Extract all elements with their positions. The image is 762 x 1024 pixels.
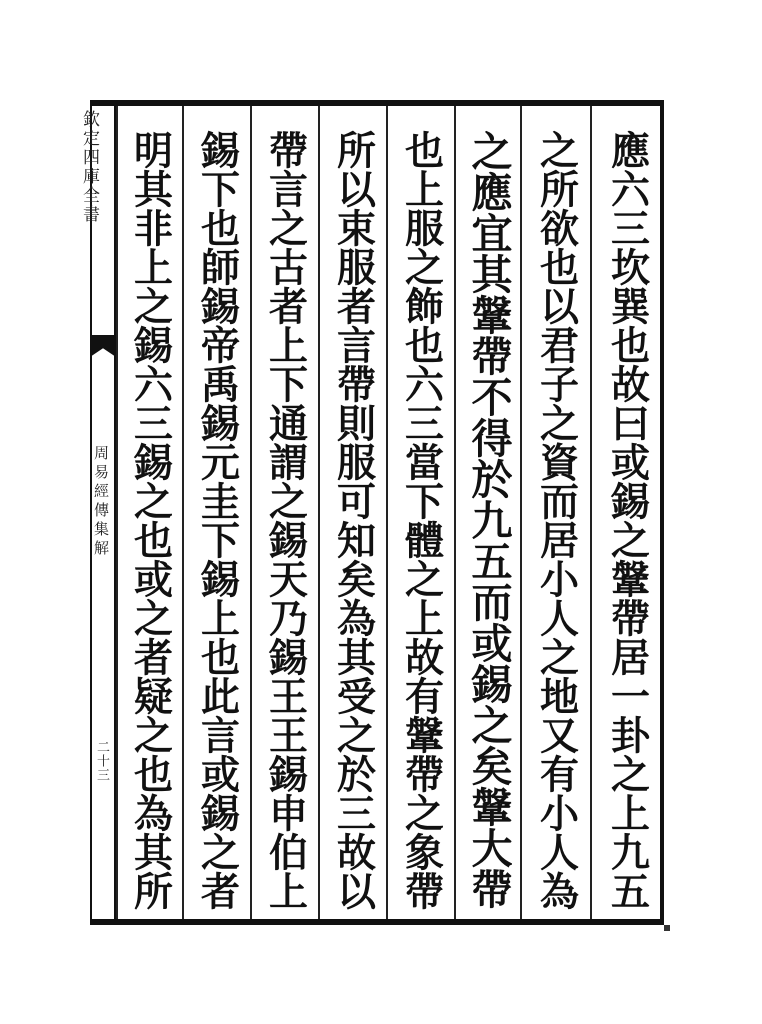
column-text: 之應宜其鞶帶不得於九五而或錫之矣鞶大帶	[464, 130, 513, 909]
column-text: 錫下也師錫帝禹錫元圭下錫上也此言或錫之者	[194, 130, 241, 910]
scan-mark	[664, 925, 670, 931]
text-column-5	[318, 106, 386, 919]
column-text: 應六三坎巽也故曰或錫之鞶帶居一卦之上九五	[604, 130, 651, 910]
column-text: 也上服之飾也六三當下體之上故有鞶帶之象帶	[398, 130, 445, 910]
text-column-4	[386, 106, 454, 919]
text-column-6	[250, 106, 318, 919]
text-column-3	[454, 106, 520, 919]
column-text: 明其非上之錫六三錫之也或之者疑之也為其所	[127, 130, 174, 910]
column-text: 帶言之古者上下通謂之錫天乃錫王王錫申伯上	[262, 130, 309, 910]
text-column-2	[520, 106, 590, 919]
book-title: 周易經傳集解	[92, 445, 110, 559]
text-column-8	[116, 106, 182, 919]
text-column-7	[182, 106, 250, 919]
page-number: 二十三	[94, 740, 109, 782]
column-text: 之所欲也以君子之資而居小人之地又有小人為	[533, 130, 580, 910]
column-text: 所以束服者言帶則服可知矣為其受之於三故以	[330, 130, 377, 910]
text-column-1	[590, 106, 662, 919]
collection-title: 欽定四庫全書	[79, 110, 99, 224]
